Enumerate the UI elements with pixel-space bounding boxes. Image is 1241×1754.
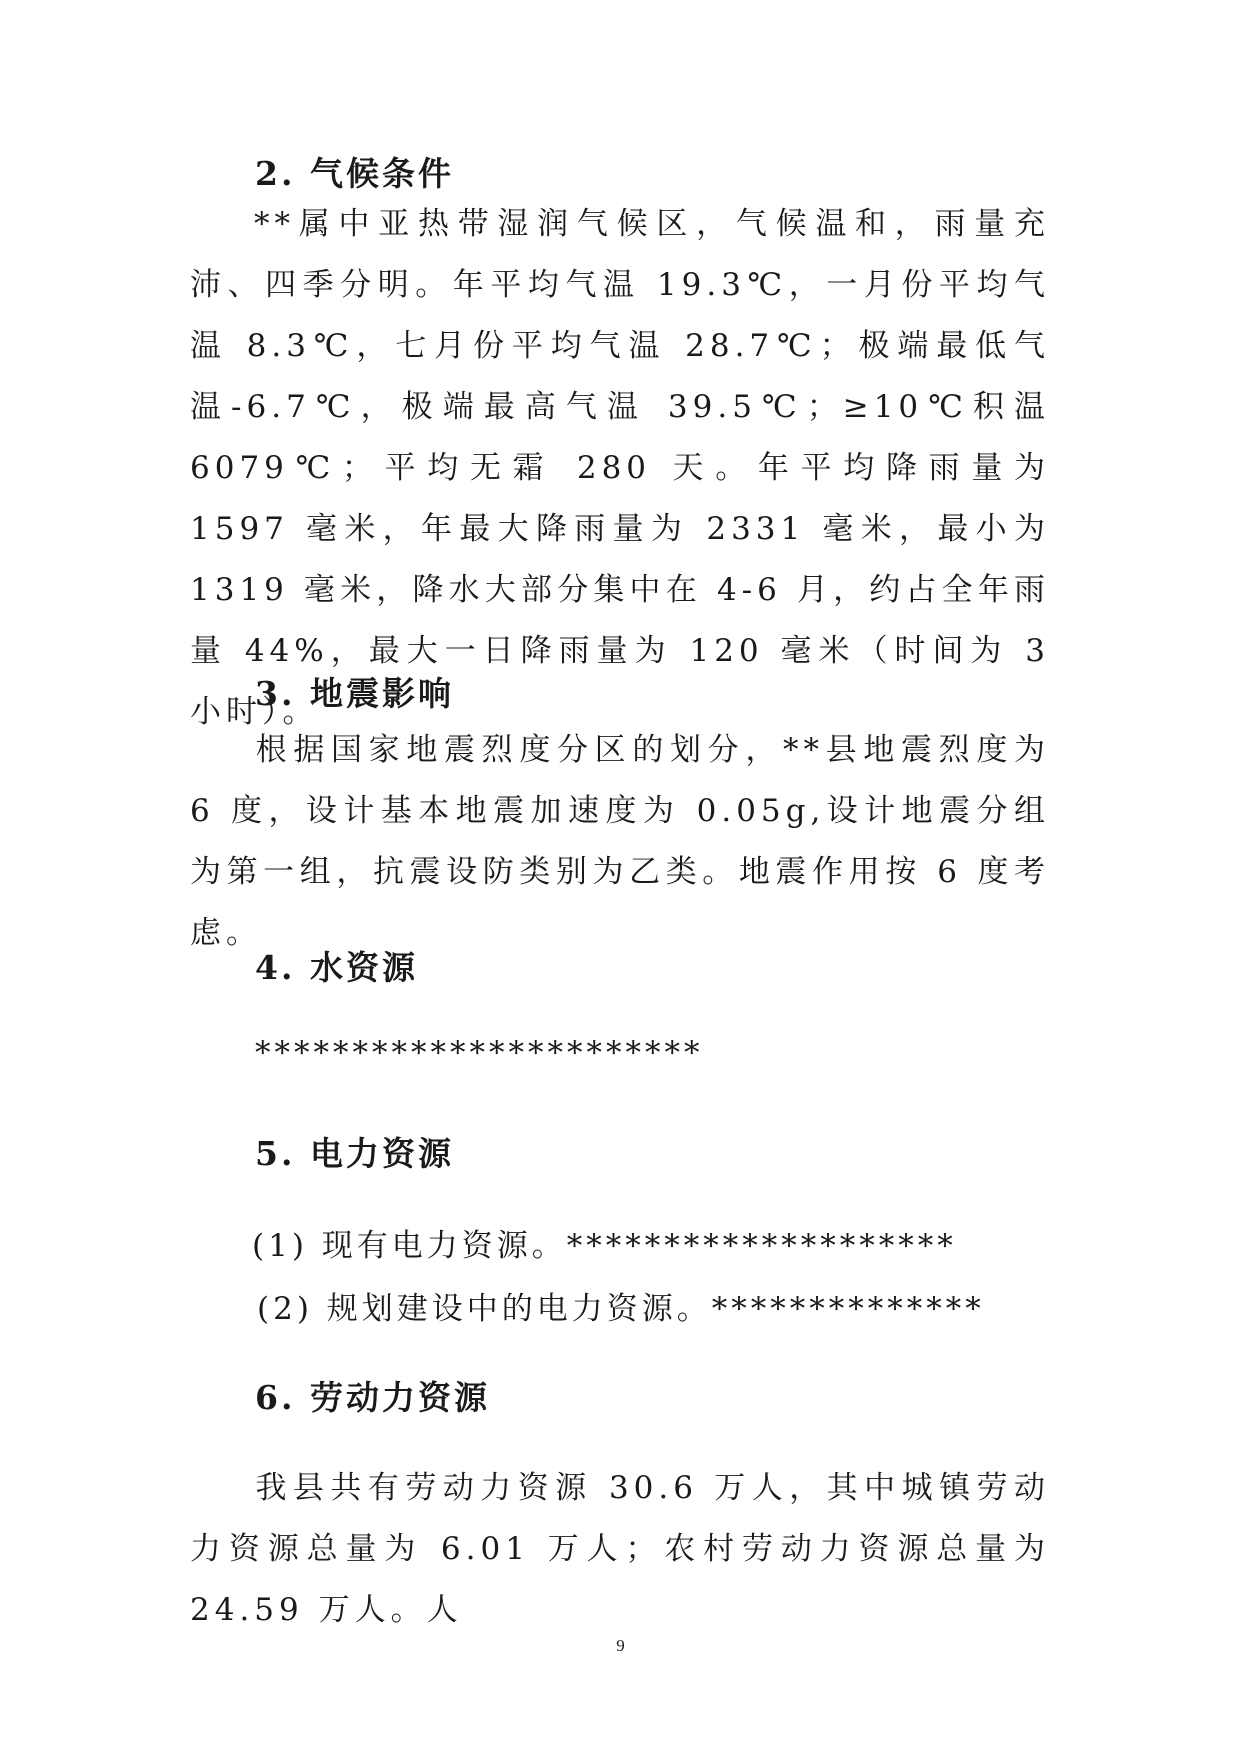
section-heading-labor: 6. 劳动力资源 [255, 1378, 490, 1417]
labor-text: 我县共有劳动力资源 30.6 万人，其中城镇劳动力资源总量为 6.01 万人；农村劳动力资源总量为 24.59 万人。人 [190, 1470, 1050, 1628]
climate-text: **属中亚热带湿润气候区，气候温和，雨量充沛、四季分明。年平均气温 19.3℃，一月份平均气温 8.3℃，七月份平均气温 28.7℃；极端最低气温-6.7℃，极端最高气温 39.5℃；≥10℃积温 6079℃；平均无霜 280 天。年平均降雨量为 1597 毫米，年最大降雨量为 2331 毫米，最小为 1319 毫米，降水大部分集中在 4-6 月，约占全年雨量 44%，最大一日降雨量为 120 毫米（时间为 3 小时）。 [190, 206, 1050, 730]
page-number: 9 [616, 1636, 625, 1655]
power-item-planned: (2) 规划建设中的电力资源。************** [257, 1291, 985, 1327]
section-body-earthquake [190, 720, 1050, 964]
section-heading-climate: 2. 气候条件 [255, 154, 454, 193]
power-item-existing: (1) 现有电力资源。******************** [252, 1228, 957, 1264]
earthquake-text: 根据国家地震烈度分区的划分，**县地震烈度为 6 度，设计基本地震加速度为 0.05g,设计地震分组为第一组，抗震设防类别为乙类。地震作用按 6 度考虑。 [190, 732, 1050, 951]
section-body-labor [190, 1458, 1050, 1641]
section-body-climate [190, 194, 1050, 743]
section-heading-earthquake: 3. 地震影响 [255, 674, 454, 713]
section-heading-water: 4. 水资源 [255, 948, 418, 987]
section-heading-power: 5. 电力资源 [255, 1134, 454, 1173]
section-body-water: *********************** [255, 1035, 704, 1071]
